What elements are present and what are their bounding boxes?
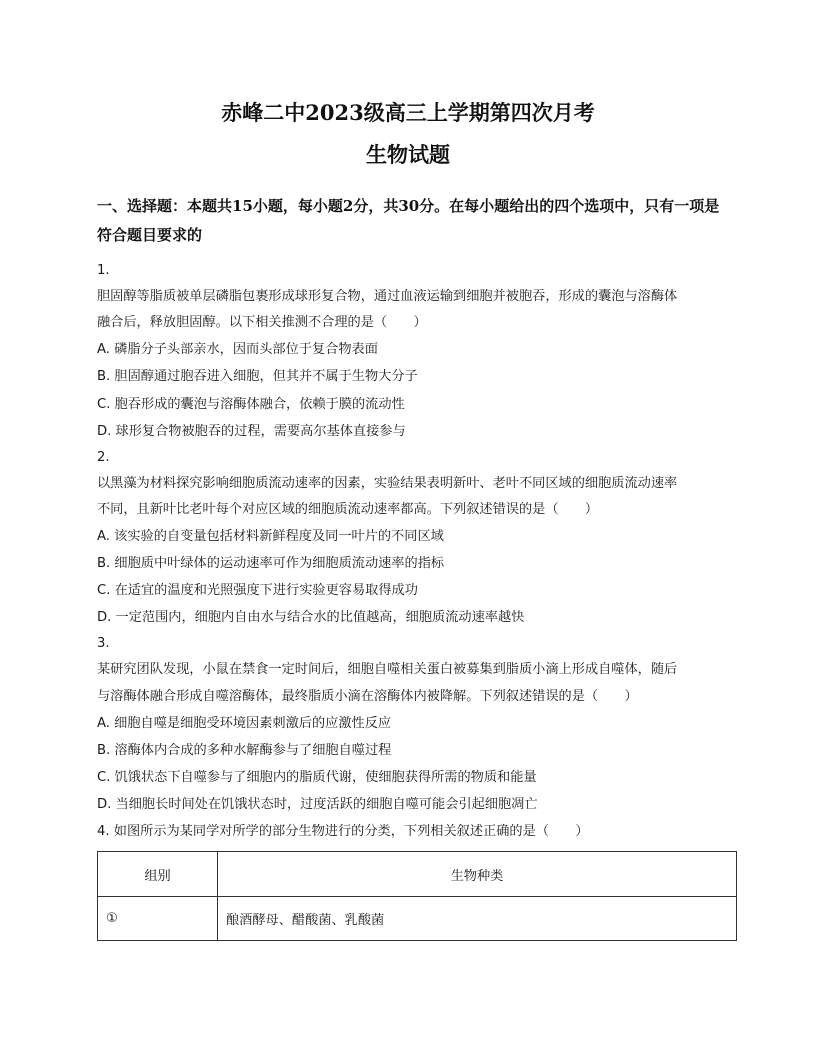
question-number: 2.	[97, 450, 110, 465]
option-d: D. 当细胞长时间处在饥饿状态时，过度活跃的细胞自噬可能会引起细胞凋亡	[97, 797, 538, 812]
question-stem-line: 不同，且新叶比老叶每个对应区域的细胞质流动速率都高。下列叙述错误的是（ ）	[97, 502, 599, 517]
table-header-group: 组别	[98, 852, 218, 897]
classification-table	[97, 851, 737, 941]
option-a: A. 细胞自噬是细胞受环境因素刺激后的应激性反应	[97, 716, 392, 731]
option-a: A. 磷脂分子头部亲水，因而头部位于复合物表面	[97, 342, 378, 357]
question-stem-line: 融合后，释放胆固醇。以下相关推测不合理的是（ ）	[97, 315, 427, 330]
option-d: D. 一定范围内，细胞内自由水与结合水的比值越高，细胞质流动速率越快	[97, 610, 525, 625]
question-number: 1.	[97, 263, 110, 278]
table-cell-group: ①	[98, 897, 218, 941]
option-b: B. 胆固醇通过胞吞进入细胞，但其并不属于生物大分子	[97, 369, 418, 384]
option-c: C. 在适宜的温度和光照强度下进行实验更容易取得成功	[97, 583, 418, 598]
question-stem-line: 某研究团队发现，小鼠在禁食一定时间后，细胞自噬相关蛋白被募集到脂质小滴上形成自噬体，随后	[97, 662, 678, 677]
table-header-row	[98, 852, 737, 897]
exam-title: 赤峰二中2023级高三上学期第四次月考	[221, 100, 595, 125]
question-stem-line: 以黑藻为材料探究影响细胞质流动速率的因素，实验结果表明新叶、老叶不同区域的细胞质流动速率	[97, 476, 678, 491]
option-b: B. 溶酶体内合成的多种水解酶参与了细胞自噬过程	[97, 743, 392, 758]
option-a: A. 该实验的自变量包括材料新鲜程度及同一叶片的不同区域	[97, 529, 444, 544]
section-heading: 一、选择题：本题共15小题，每小题2分，共30分。在每小题给出的四个选项中，只有一项是符合题目要求的	[97, 197, 720, 244]
question-stem-line: 与溶酶体融合形成自噬溶酶体，最终脂质小滴在溶酶体内被降解。下列叙述错误的是（ ）	[97, 689, 638, 704]
table-cell-species: 酿酒酵母、醋酸菌、乳酸菌	[218, 897, 737, 941]
option-b: B. 细胞质中叶绿体的运动速率可作为细胞质流动速率的指标	[97, 556, 445, 571]
question-number: 3.	[97, 636, 110, 651]
option-d: D. 球形复合物被胞吞的过程，需要高尔基体直接参与	[97, 424, 406, 439]
question-stem-line: 胆固醇等脂质被单层磷脂包裹形成球形复合物，通过血液运输到细胞并被胞吞，形成的囊泡与溶酶体	[97, 289, 678, 304]
question-stem-line: 4. 如图所示为某同学对所学的部分生物进行的分类，下列相关叙述正确的是（ ）	[97, 824, 589, 839]
table-row	[98, 897, 737, 941]
option-c: C. 胞吞形成的囊泡与溶酶体融合，依赖于膜的流动性	[97, 397, 405, 412]
table-header-species: 生物种类	[218, 852, 737, 897]
exam-subtitle: 生物试题	[366, 142, 450, 167]
option-c: C. 饥饿状态下自噬参与了细胞内的脂质代谢，使细胞获得所需的物质和能量	[97, 770, 537, 785]
